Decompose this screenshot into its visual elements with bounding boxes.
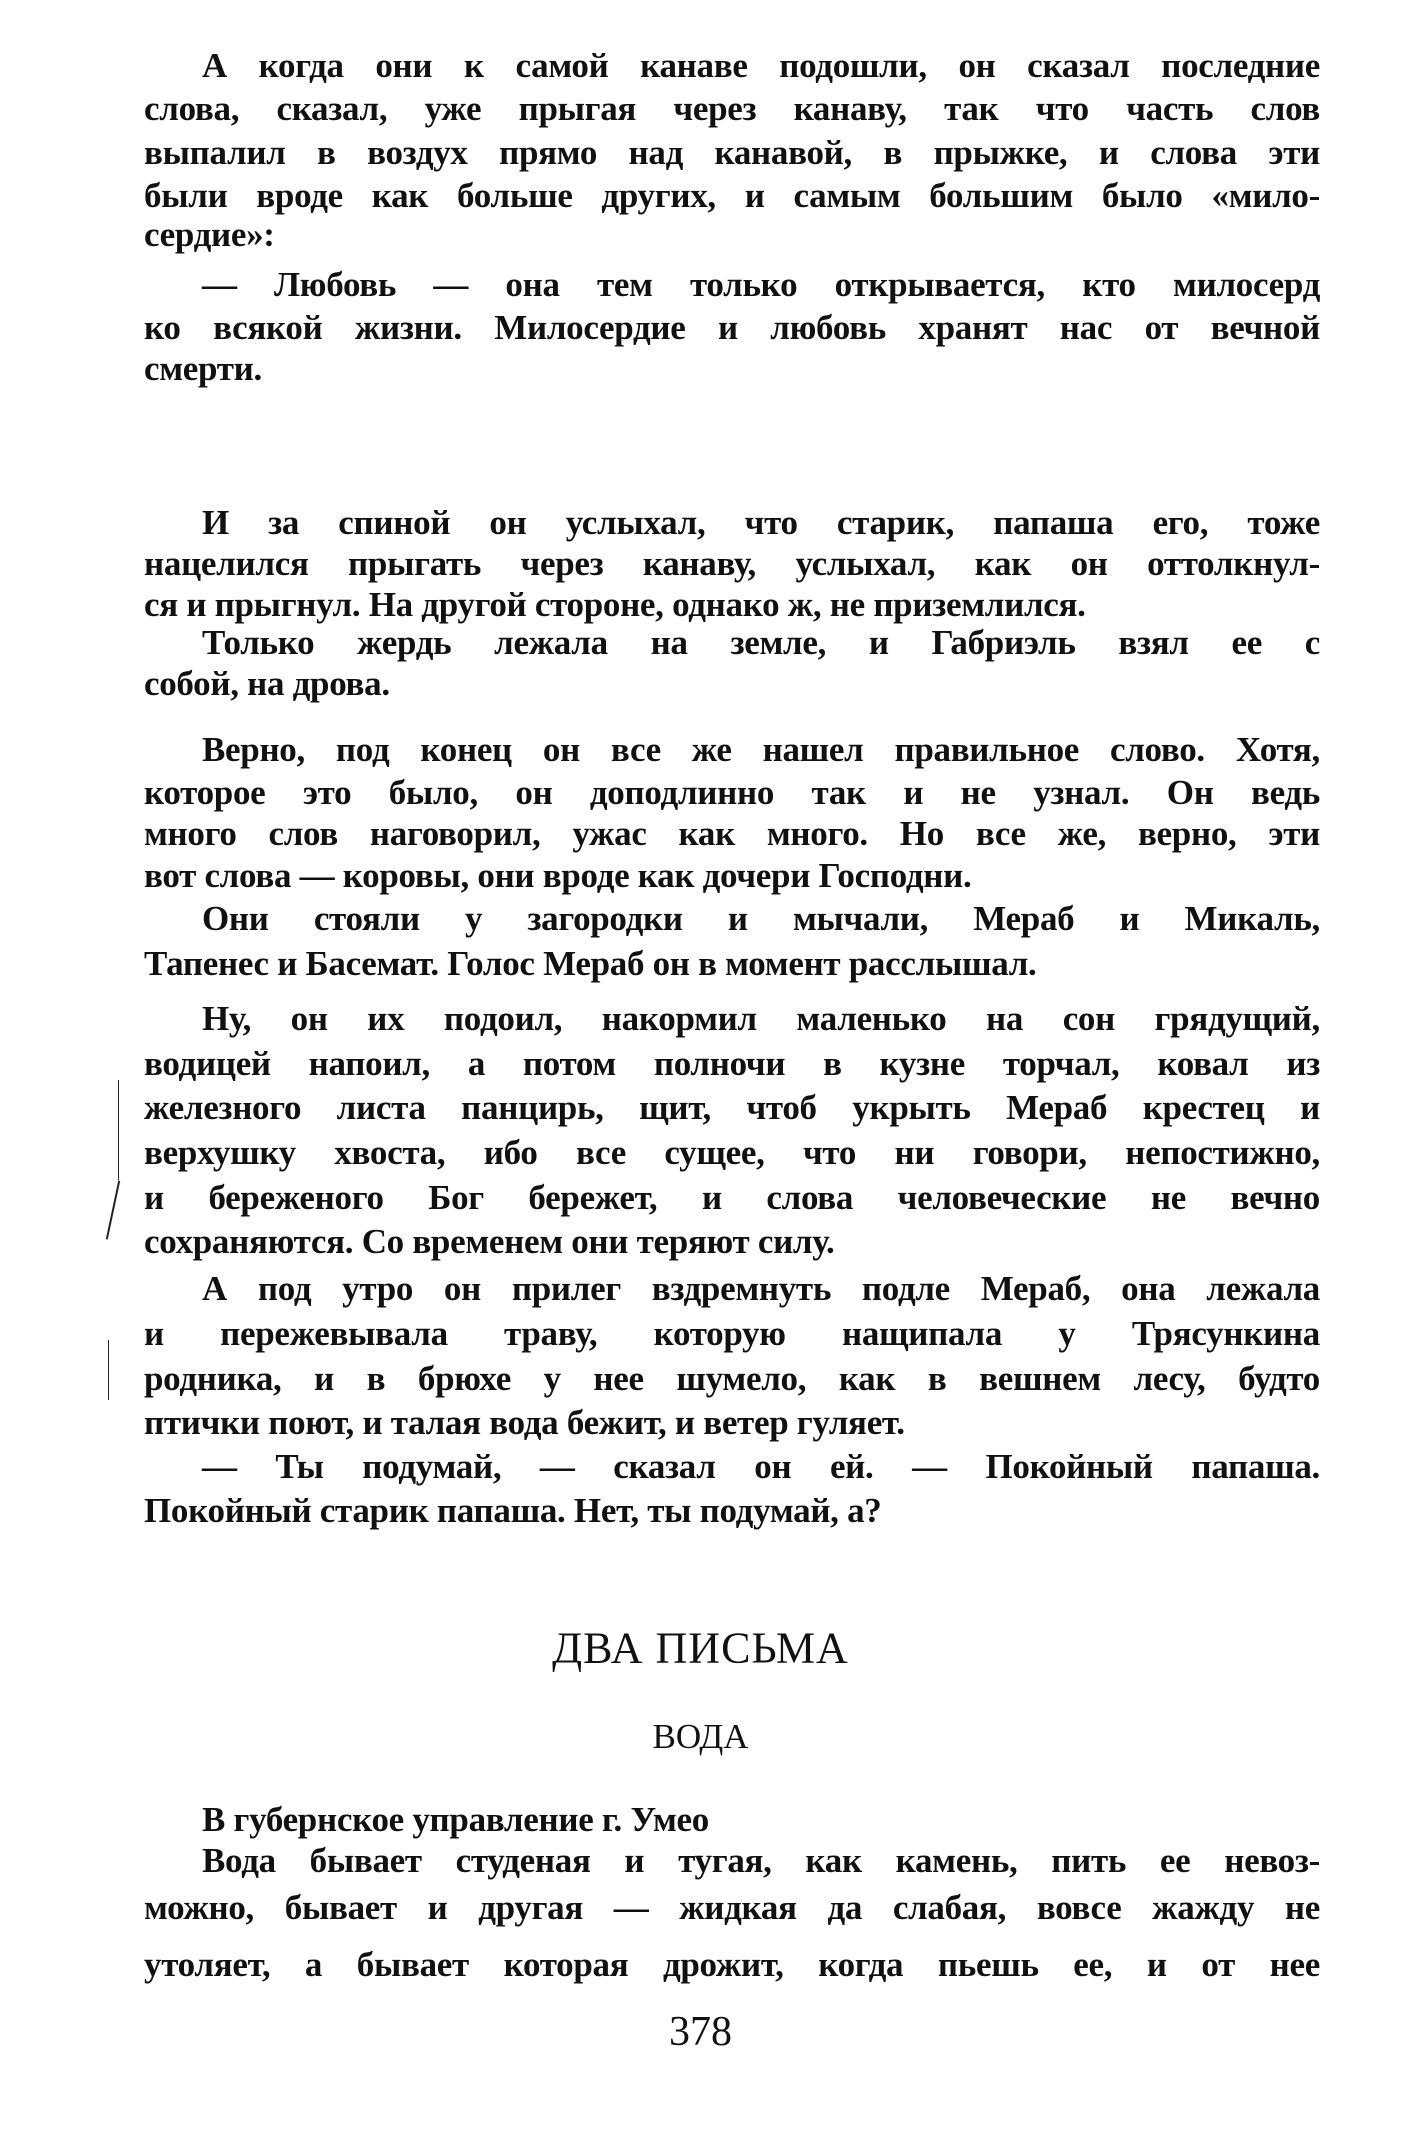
text-line: водицей напоил, а потом полночи в кузне торчал, ковал из [144,1044,1320,1083]
subsection-title: ВОДА [652,1717,749,1756]
text-line: были вроде как больше других, и самым большим было «мило- [144,176,1320,215]
letter-line: утоляет, а бывает которая дрожит, когда пьешь ее, и от нее [144,1945,1320,1984]
text-line: смерти. [144,349,262,388]
text-line: Тапенес и Басемат. Голос Мераб он в момент расслышал. [144,944,1037,983]
text-line: Покойный старик папаша. Нет, ты подумай, а? [144,1491,882,1530]
page-number: 378 [669,2009,732,2055]
text-line: ся и прыгнул. На другой стороне, однако ж, не приземлился. [144,585,1086,624]
text-line: железного листа панцирь, щит, чтоб укрыть Мераб крестец и [144,1088,1320,1127]
text-line: Ну, он их подоил, накормил маленько на сон грядущий, [202,999,1320,1038]
text-line: собой, на дрова. [144,664,390,703]
text-line: Они стояли у загородки и мычали, Мераб и Микаль, [202,899,1320,938]
text-line: много слов наговорил, ужас как много. Но все же, верно, эти [144,814,1320,853]
text-line: — Любовь — она тем только открывается, кто милосерд [202,265,1320,304]
margin-mark [118,1080,119,1180]
text-line: сохраняются. Со временем они теряют силу. [144,1222,835,1261]
text-line: А когда они к самой канаве подошли, он сказал последние [202,46,1320,85]
text-line: птички поют, и талая вода бежит, и ветер гуляет. [144,1403,905,1442]
text-line: И за спиной он услыхал, что старик, папаша его, тоже [202,503,1320,542]
text-line: А под утро он прилег вздремнуть подле Мераб, она лежала [202,1269,1320,1308]
text-line: сердие»: [144,215,275,254]
text-line: и береженого Бог бережет, и слова человеческие не вечно [144,1178,1320,1217]
letter-address: В губернское управление г. Умео [202,1800,709,1839]
letter-line: можно, бывает и другая — жидкая да слабая, вовсе жажду не [144,1888,1320,1927]
text-line: и пережевывала траву, которую нащипала у Трясункина [144,1314,1320,1353]
text-line: которое это было, он доподлинно так и не узнал. Он ведь [144,773,1320,812]
text-line: — Ты подумай, — сказал он ей. — Покойный папаша. [202,1447,1320,1486]
text-line: Верно, под конец он все же нашел правильное слово. Хотя, [202,730,1320,769]
margin-mark [106,1180,120,1239]
text-line: родника, и в брюхе у нее шумело, как в вешнем лесу, будто [144,1359,1320,1398]
text-line: ко всякой жизни. Милосердие и любовь хранят нас от вечной [144,308,1320,347]
section-title: ДВА ПИСЬМА [552,1623,849,1673]
text-line: нацелился прыгать через канаву, услыхал, как он оттолкнул- [144,544,1320,583]
text-line: верхушку хвоста, ибо все сущее, что ни говори, непостижно, [144,1133,1320,1172]
text-line: выпалил в воздух прямо над канавой, в прыжке, и слова эти [144,133,1320,172]
text-line: Только жердь лежала на земле, и Габриэль взял ее с [202,623,1320,662]
letter-line: Вода бывает студеная и тугая, как камень, пить ее невоз- [202,1841,1320,1880]
margin-mark [108,1340,109,1400]
text-line: слова, сказал, уже прыгая через канаву, так что часть слов [144,89,1320,128]
text-line: вот слова — коровы, они вроде как дочери Господни. [144,856,972,895]
